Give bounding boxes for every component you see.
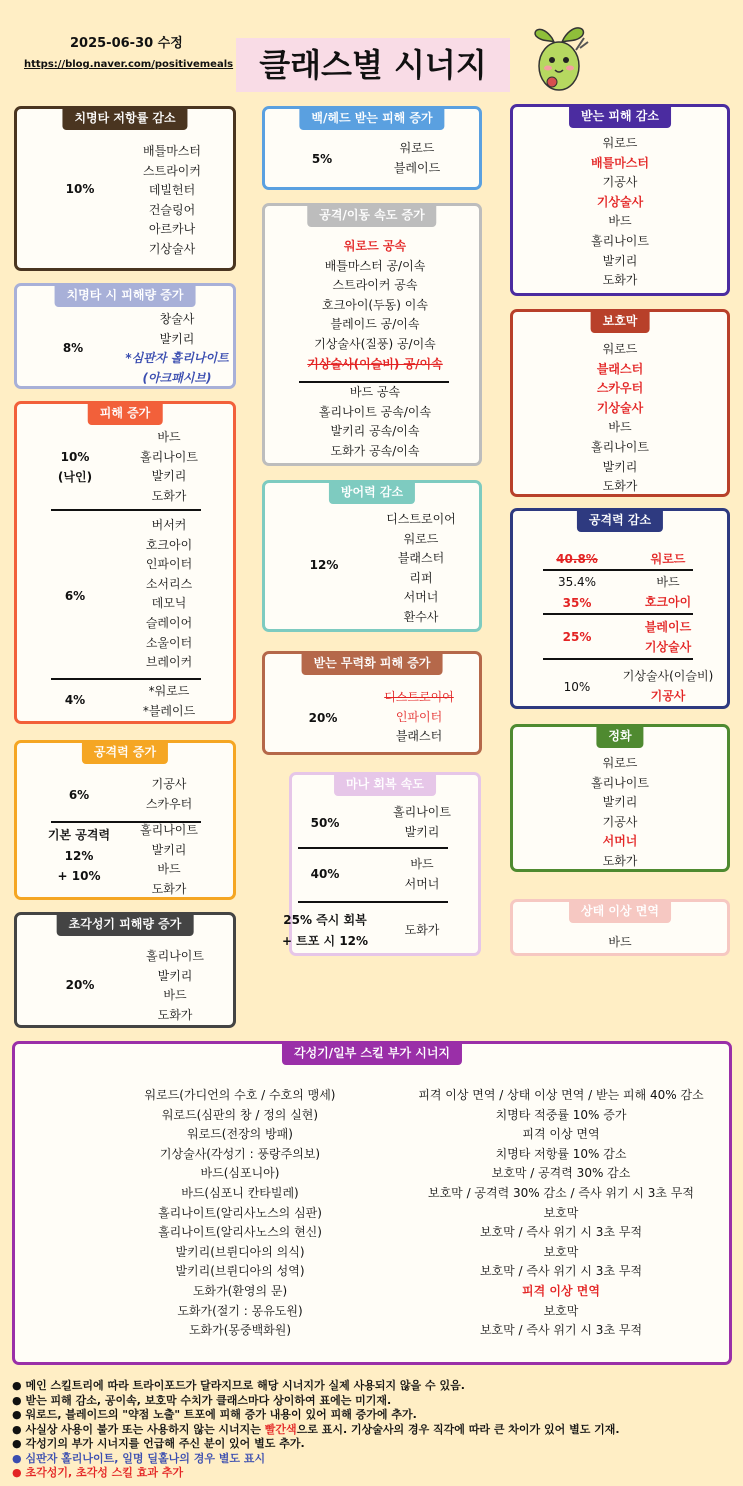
class-item: 도화가 [602,479,638,494]
bullet-icon: ● [12,1422,26,1436]
class-item: 도화가 [151,881,187,896]
footnote-text: 메인 스킬트리에 따라 트라이포드가 달라지므로 해당 시너지가 실제 사용되지 않을 수 있음. [25,1379,465,1392]
awakening-skill: 도화가(몽중백화원) [188,1323,292,1338]
atkred-r1-class: 워로드 [650,552,686,566]
class-item: 홀리나이트 [591,439,649,454]
footnote-red-text: 빨간색 [264,1422,297,1436]
class-item: 발키리 [157,968,193,983]
class-item: 발키리 [159,331,195,346]
class-item: 워로드 [403,531,439,546]
class-item: 블래스터 [596,361,644,376]
mana-regen-title: 마나 회복 속도 [334,772,436,796]
footnote-item [12,1437,620,1452]
footnote-text: 받는 피해 감소, 공이속, 보호막 수치가 클래스마다 상이하여 표에는 미기재. [25,1393,392,1407]
footnote-text: 초각성기, 초각성 스킬 효과 추가 [25,1466,184,1479]
stagger-title: 받는 무력화 피해 증가 [302,651,443,675]
class-item: 리퍼 [409,570,433,585]
speed-item: 블레이드 공/이속 [330,317,420,332]
class-item: 발키리 [602,459,638,474]
mascot-sprout-icon [530,20,592,96]
awakening-skill: 발키리(브륀디아의 성역) [175,1264,305,1279]
class-item: 홀리나이트 [393,805,451,819]
class-item: 디스트로이어 [384,690,454,704]
atkred-r3-value: 35% [562,596,592,610]
stagger-classes [384,688,454,747]
class-item: 도화가 [151,488,187,503]
base-atk-line: 12% [64,848,94,863]
bullet-icon: ● [12,1437,26,1450]
cleanse-classes [591,754,649,872]
class-item: 홀리나이트 [591,233,649,248]
class-item: 기공사 [602,814,638,829]
atkred-r4-class1: 블레이드 [644,620,692,634]
judge-holyknight-note: *심판자 홀리나이트 [125,351,229,366]
speed-item: 호크아이(두동) 이속 [322,297,428,312]
crit-resistance-classes [143,142,201,260]
class-item: 브레이커 [145,655,193,670]
status-immune-class: 바드 [608,935,632,949]
class-item: 바드 [608,214,632,229]
footnote-item [12,1452,620,1467]
divider [543,658,693,660]
attack-increase-box [14,740,236,900]
speed-list-a [307,237,442,374]
mana50-value: 50% [310,816,340,830]
class-item: 기상술사 [596,400,644,415]
atkred-r3-class: 호크아이 [644,595,692,609]
class-item: 블래스터 [395,729,443,744]
awakening-effect: 보호막 [543,1303,579,1318]
class-item: 소서리스 [145,576,193,591]
awakening-skill: 발키리(브륀디아의 의식) [175,1244,305,1259]
divider [298,847,448,849]
back-head-title: 백/헤드 받는 피해 증가 [299,106,444,130]
speed-item: 워로드 공속 [343,239,407,253]
crit-damage-value: 8% [62,341,84,355]
class-item: 블레이드 [393,160,441,175]
class-item: 홀리나이트 [591,775,649,790]
class-item: 슬레이어 [145,615,193,630]
class-item: 홀리나이트 [140,823,198,837]
awakening-effect: 보호막 / 즉사 위기 시 3초 무적 [479,1225,643,1240]
awakening-skill: 홀리나이트(알리사노스의 심판) [158,1205,322,1220]
base-atk-line: 기본 공격력 [47,828,111,842]
speed-item: 발키리 공속/이속 [330,424,420,439]
class-item: 기상술사 [148,241,196,256]
crit-damage-classes [125,310,228,388]
awakening-effect: 치명타 적중률 10% 증가 [495,1107,627,1122]
crit-resistance-value: 10% [65,182,95,196]
awakening-synergy-box [12,1041,732,1365]
class-item: 창술사 [159,312,195,326]
class-item: 바드 [410,857,434,871]
class-item: 데빌헌터 [148,183,196,198]
footnote-item [12,1394,620,1409]
footnote-item [12,1379,620,1394]
awakening-effect: 보호막 [543,1244,579,1259]
awakening-skill: 홀리나이트(알리사노스의 현신) [158,1225,322,1240]
class-item: 호크아이 [145,537,193,552]
class-item: 발키리 [602,795,638,810]
class-item: 디스트로이어 [386,512,456,526]
footnote-text: 으로 표시. 기상술사의 경우 직각에 따라 큰 차이가 있어 별도 기재. [296,1422,620,1436]
blog-url-link[interactable]: https://blog.naver.com/positivemeals [24,59,234,70]
class-item: 아르카나 [148,222,196,237]
page-title-text: 클래스별 시너지 [259,46,487,84]
speed-item: 배틀마스터 공/이속 [324,258,426,273]
class-item: 도화가 [602,853,638,868]
divider [543,569,693,571]
class-item: 홀리나이트 [146,949,204,963]
class-item: 블래스터 [397,551,445,566]
class-item: 바드 [157,430,181,444]
cleanse-box [510,724,730,872]
crit-damage-title: 치명타 시 피해량 증가 [55,283,196,307]
attack-reduction-title: 공격력 감소 [577,508,663,532]
mana40-value: 40% [310,867,340,881]
class-item: 스카우터 [145,796,193,811]
atkred-r2-class: 바드 [656,575,680,589]
defense-reduction-classes [386,510,456,628]
awakening-effect: 보호막 [543,1205,579,1220]
damage-increase-title: 피해 증가 [88,401,163,425]
footnote-item [12,1466,620,1481]
dmg4-value: 4% [64,693,86,707]
awakening-skill: 도화가(환영의 문) [192,1283,288,1298]
class-item: 서머너 [403,590,439,605]
atkred-r2-value: 35.4% [557,575,597,589]
brand-value: 10% [60,450,90,464]
awakening-effect-list [418,1086,703,1341]
atkred-r4-class2: 기상술사 [644,640,692,654]
back-head-value: 5% [311,152,333,166]
awakening-skill: 워로드(심판의 창 / 정의 실현) [161,1107,319,1122]
class-item: 기공사 [151,777,187,791]
class-item: 발키리 [151,842,187,857]
awakening-effect: 피격 이상 면역 / 상태 이상 면역 / 받는 피해 40% 감소 [418,1088,704,1102]
defense-reduction-title: 방어력 감소 [329,480,415,504]
status-immune-box [510,899,730,956]
footnote-text: 사실상 사용이 불가 또는 사용하지 않는 시너지는 [25,1422,265,1436]
awakening-skill: 워로드(전장의 방패) [187,1127,293,1142]
dmg6-value: 6% [64,589,86,603]
shield-title: 보호막 [591,309,650,333]
awakening-effect: 치명타 저항률 10% 감소 [495,1146,627,1161]
class-item: 도화가 [602,273,638,288]
atkred-r5-value: 10% [563,680,591,694]
class-item: 서머너 [602,834,638,849]
class-item: 인파이터 [395,709,443,724]
class-item: 도화가 [157,1007,193,1022]
atkred-r5-class2: 기공사 [650,689,686,703]
class-item: 배틀마스터 [591,155,649,170]
hyper-awakening-classes [146,947,204,1025]
base-atk-label [48,825,110,887]
base-atk-line: + 10% [57,869,101,883]
class-item: 발키리 [602,253,638,268]
speed-box [262,203,482,466]
divider [543,613,693,615]
class-item: 발키리 [151,469,187,484]
speed-list-b [319,383,431,461]
speed-item: 도화가 공속/이속 [330,443,420,458]
awakening-effect: 보호막 / 공격력 30% 감소 [491,1166,631,1181]
back-head-classes [394,139,440,178]
awakening-effect: 피격 이상 면역 [522,1127,600,1142]
class-item: *워로드 [148,684,190,698]
class-item: 홀리나이트 [140,449,198,464]
footnote-text: 심판자 홀리나이트, 일명 딜홀나의 경우 별도 표시 [25,1451,266,1465]
atkred-r4-value: 25% [562,630,592,644]
class-item: 인파이터 [145,557,193,572]
defense-reduction-box [262,480,482,632]
stagger-value: 20% [308,711,338,725]
class-item: 워로드 [602,136,638,150]
damage-taken-box [510,104,730,296]
atkred-r5-class1: 기상술사(이슬비) [622,669,714,683]
divider [51,509,201,511]
speed-item: 기상술사(이슬비) 공/이속 [307,356,443,371]
awakening-effect: 보호막 / 즉사 위기 시 3초 무적 [479,1264,643,1279]
mana50-classes [393,803,451,842]
status-immune-title: 상태 이상 면역 [569,899,671,923]
footnote-item [12,1408,620,1423]
dmg4-classes [143,682,195,721]
page-title [236,38,510,92]
footnote-text: 워로드, 블레이드의 "약점 노출" 트포에 피해 증가 내용이 있어 피해 증가에 추가. [25,1408,417,1421]
class-item: 배틀마스터 [143,144,201,158]
footnotes [12,1379,620,1481]
class-item: 기상술사 [596,194,644,209]
atk6-classes [146,775,192,814]
crit-resistance-box [14,106,236,271]
damage-increase-box [14,401,236,724]
brand-sublabel: (낙인) [57,470,93,484]
shield-box [510,309,730,497]
brand-classes [140,428,198,506]
awakening-effect: 피격 이상 면역 [522,1283,600,1298]
class-item: 바드 [163,988,187,1003]
mana-instant-line: + 트포 시 12% [281,934,369,948]
bullet-icon: ● [12,1451,26,1465]
class-item: 발키리 [404,824,440,839]
defense-reduction-value: 12% [309,558,339,572]
ark-passive-note: (아크패시브) [142,370,212,385]
awakening-effect: 보호막 / 공격력 30% 감소 / 즉사 위기 시 3초 무적 [427,1185,694,1200]
shield-classes [591,340,649,497]
atkred-r1-value: 40.8% [556,552,598,566]
awakening-skill: 워로드(가디언의 수호 / 수호의 맹세) [144,1088,336,1102]
speed-item: 기상술사(질풍) 공/이속 [314,336,436,351]
bullet-icon: ● [12,1408,26,1421]
mana-instant-line: 25% 즉시 회복 [283,913,367,927]
class-item: 바드 [157,862,181,877]
mana-instant-label [282,910,368,952]
mana40-classes [405,855,440,894]
awakening-skill-list [145,1086,336,1341]
bullet-icon: ● [12,1379,26,1392]
damage-taken-classes [591,134,649,291]
divider [298,901,448,903]
class-item: 서머너 [404,876,440,891]
speed-item: 바드 공속 [349,385,401,399]
stagger-box [262,651,482,755]
bullet-icon: ● [12,1393,26,1407]
awakening-synergy-title: 각성기/일부 스킬 부가 시너지 [282,1041,462,1065]
awakening-skill: 기상술사(각성기 : 풍랑주의보) [159,1146,321,1161]
mana-instant-class: 도화가 [404,923,440,937]
crit-damage-box [14,283,236,389]
class-item: 버서커 [151,518,187,532]
hyper-awakening-value: 20% [65,978,95,992]
class-item: 워로드 [399,141,435,155]
awakening-skill: 바드(심포니아) [200,1166,280,1181]
bullet-icon: ● [12,1466,26,1479]
mana-regen-box [281,772,481,956]
atk6-value: 6% [68,788,90,802]
footnote-item [12,1423,620,1438]
class-item: 스카우터 [596,381,644,396]
footnote-text: 각성기의 부가 시너지를 언급해 주신 분이 있어 별도 추가. [25,1437,305,1450]
divider [51,678,201,680]
damage-taken-title: 받는 피해 감소 [569,104,671,128]
speed-title: 공격/이동 속도 증가 [307,203,436,227]
attack-reduction-box [510,508,730,709]
class-item: 워로드 [602,342,638,356]
awakening-skill: 바드(심포니 칸타빌레) [181,1185,299,1200]
attack-increase-title: 공격력 증가 [82,740,168,764]
base-atk-classes [140,821,198,899]
class-item: 기공사 [602,175,638,190]
awakening-effect: 보호막 / 즉사 위기 시 3초 무적 [479,1323,643,1338]
speed-item: 홀리나이트 공속/이속 [318,404,432,419]
class-item: *블레이드 [142,703,196,718]
cleanse-title: 정화 [596,724,643,748]
class-item: 건슬링어 [148,202,196,217]
class-item: 바드 [608,420,632,435]
dmg6-classes [146,516,192,673]
hyper-awakening-title: 초각성기 피해량 증가 [57,912,194,936]
crit-resistance-title: 치명타 저항률 감소 [62,106,187,130]
speed-item: 스트라이커 공속 [332,278,418,293]
class-item: 소울이터 [145,635,193,650]
class-item: 데모닉 [151,596,187,611]
awakening-skill: 도화가(절기 : 몽유도원) [177,1303,303,1318]
revision-date: 2025-06-30 수정 [70,36,183,51]
hyper-awakening-box [14,912,236,1028]
class-item: 스트라이커 [143,163,201,178]
back-head-box [262,106,482,190]
class-item: 환수사 [403,609,439,624]
class-item: 워로드 [602,756,638,770]
